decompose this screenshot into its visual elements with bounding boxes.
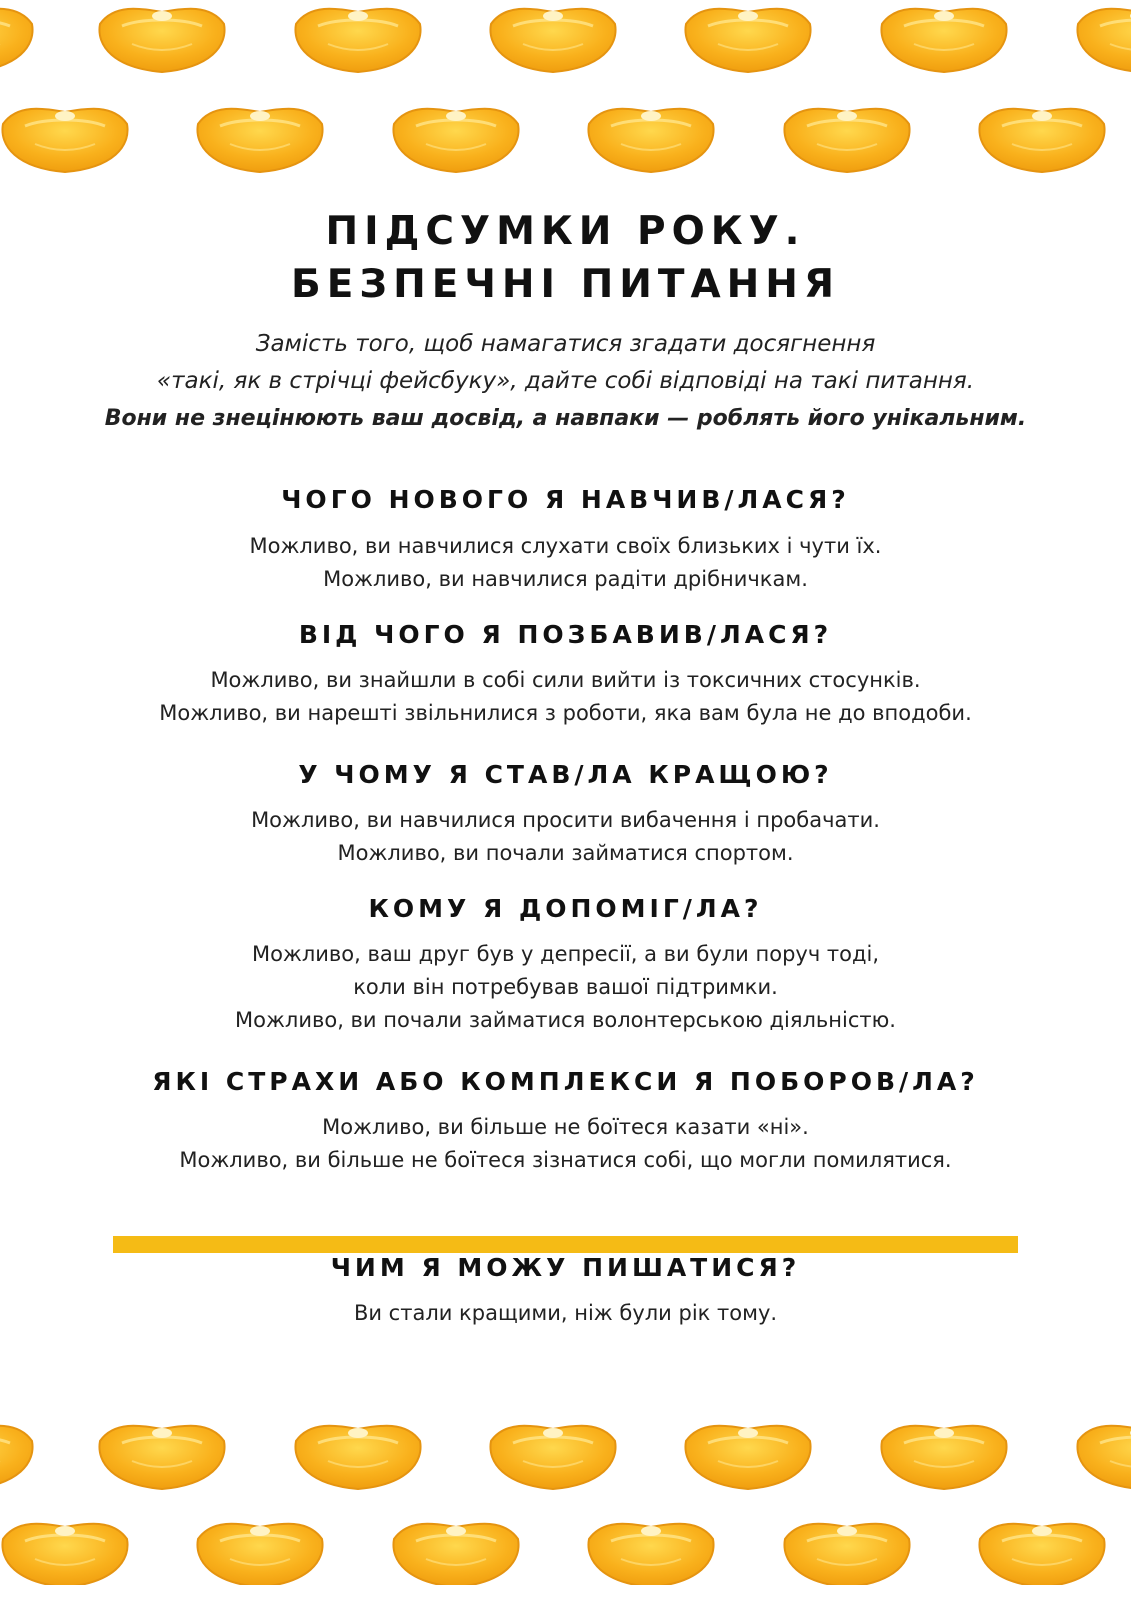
section-5-line-1: Можливо, ви більше не боїтеся казати «ні».	[322, 1115, 809, 1139]
section-4-line-2: коли він потребував вашої підтримки.	[353, 975, 778, 999]
final-answer	[0, 1297, 1131, 1330]
section-1-line-1: Можливо, ви навчилися слухати своїх близьких і чути їх.	[249, 534, 882, 558]
section-2-answer	[0, 664, 1131, 730]
final-line-1: Ви стали кращими, ніж були рік тому.	[353, 1301, 778, 1325]
section-3-line-1: Можливо, ви навчилися просити вибачення і пробачати.	[251, 808, 880, 832]
section-3-question: У ЧОМУ Я СТАВ/ЛА КРАЩОЮ?	[298, 760, 833, 789]
section-5-line-2: Можливо, ви більше не боїтеся зізнатися собі, що могли помилятися.	[179, 1148, 952, 1172]
intro-line-3: Вони не знецінюють ваш досвід, а навпаки — роблять його унікальним.	[104, 406, 1027, 431]
section-1-answer	[0, 530, 1131, 596]
section-3-line-2: Можливо, ви почали займатися спортом.	[337, 841, 794, 865]
intro-text	[0, 326, 1131, 437]
section-1-question: ЧОГО НОВОГО Я НАВЧИВ/ЛАСЯ?	[281, 485, 850, 514]
title-line-2: БЕЗПЕЧНІ ПИТАННЯ	[291, 262, 840, 307]
final-question: ЧИМ Я МОЖУ ПИШАТИСЯ?	[330, 1253, 801, 1282]
yellow-divider	[113, 1236, 1018, 1253]
tangerine-segment-icon	[0, 1426, 1131, 1585]
section-4-line-1: Можливо, ваш друг був у депресії, а ви були поруч тоді,	[251, 942, 880, 966]
section-2-line-2: Можливо, ви нарешті звільнилися з роботи, яка вам була не до вподоби.	[159, 701, 972, 725]
section-3-answer	[0, 804, 1131, 870]
bottom-tangerine-pattern	[0, 1405, 1131, 1585]
intro-line-1: Замість того, щоб намагатися згадати досягнення	[255, 331, 876, 357]
section-5-answer	[0, 1111, 1131, 1177]
section-1-line-2: Можливо, ви навчилися радіти дрібничкам.	[323, 567, 808, 591]
intro-line-2: «такі, як в стрічці фейсбуку», дайте собі відповіді на такі питання.	[156, 368, 975, 394]
page-title	[0, 205, 1131, 311]
section-5-question: ЯКІ СТРАХИ АБО КОМПЛЕКСИ Я ПОБОРОВ/ЛА?	[152, 1067, 979, 1096]
section-4-line-3: Можливо, ви почали займатися волонтерською діяльністю.	[235, 1008, 896, 1032]
section-2-line-1: Можливо, ви знайшли в собі сили вийти із токсичних стосунків.	[210, 668, 921, 692]
tangerine-segment-icon	[0, 9, 1131, 172]
section-4-question: КОМУ Я ДОПОМІГ/ЛА?	[368, 894, 763, 923]
section-4-answer	[0, 938, 1131, 1037]
title-line-1: ПІДСУМКИ РОКУ.	[325, 209, 806, 254]
top-tangerine-pattern	[0, 0, 1131, 180]
section-2-question: ВІД ЧОГО Я ПОЗБАВИВ/ЛАСЯ?	[298, 620, 833, 649]
